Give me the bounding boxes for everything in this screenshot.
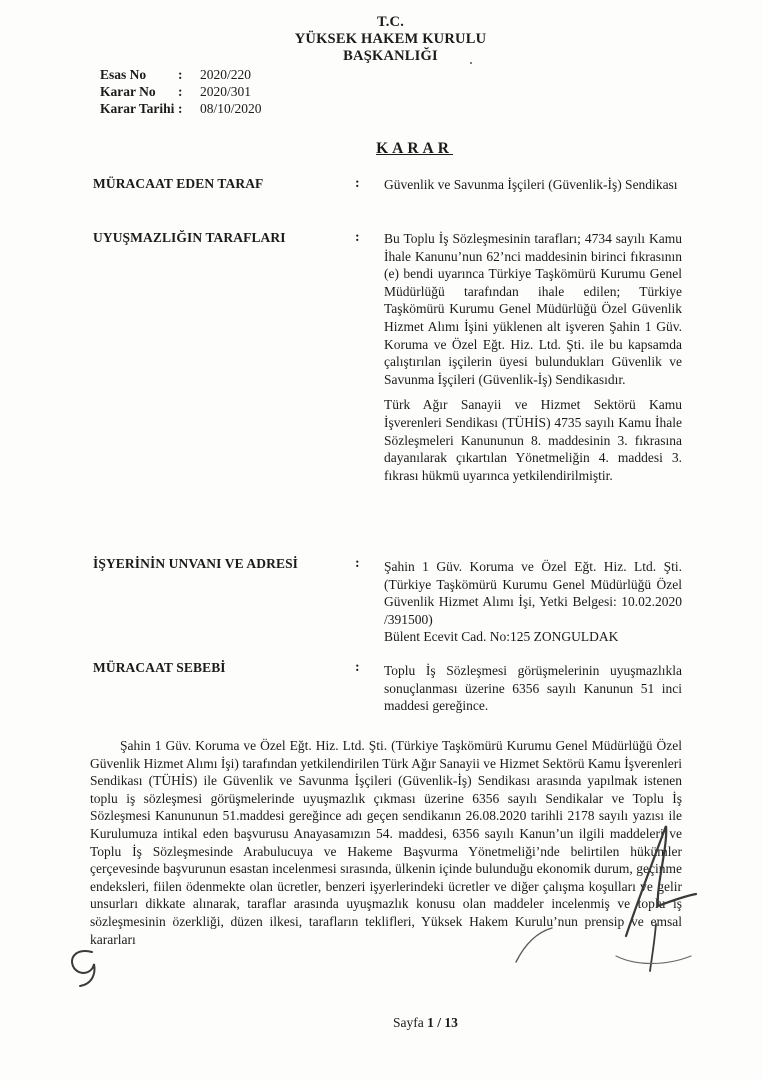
decision-title: KARAR bbox=[376, 140, 453, 157]
section-colon: : bbox=[355, 556, 360, 571]
section-workplace-text bbox=[384, 558, 682, 654]
section-applicant-text: Güvenlik ve Savunma İşçileri (Güvenlik-İş) Sendikası bbox=[384, 177, 678, 192]
scan-speck bbox=[470, 62, 472, 64]
section-colon: : bbox=[355, 660, 360, 675]
body-paragraph: Şahin 1 Güv. Koruma ve Özel Eğt. Hiz. Ltd. Şti. (Türkiye Taşkömürü Kurumu Genel Müdürlüğü Özel Güvenlik Hizmet Alımı İşi) tarafından yetkilendirilen Türk Ağır Sanayii ve Hizmet Sektörü Kamu İşverenleri Sendikası (TÜHİS) ile Güvenlik ve Savunma İşçileri (Güvenlik-İş) Sendikası arasında yapılmak istenen toplu iş sözleşmesi görüşmelerinde uyuşmazlık çıkması üzerine 6356 sayılı Sendikalar ve Toplu İş Sözleşmesi Kanununun 51.maddesi gereğince adı geçen sendikanın 26.08.2020 tarihli 2178 sayılı yazısı ile Kurulumuza intikal eden başvurusu Anayasamızın 54. maddesi, 6356 sayılı Kanun’un ilgili maddeleri ve Toplu İş Sözleşmesinde Arabulucuya ve Hakeme Başvurma Yönetmeliği’nde belirtilen hükümler çerçevesinde başvurunun esastan incelenmesi sırasında, ülkenin içinde bulunduğu ekonomik durum, geçinme endeksleri, fiilen ödenmekte olan ücretler, benzeri işyerlerindeki ücretler ve diğer çalışma koşulları ve gelir unsurları dikkate alınarak, taraflar arasında uyuşmazlık konusu olan maddeler incelenmiş ve toplu iş sözleşmesinin özerkliği, düzen ilkesi, tarafların teklifleri, Yüksek Hakem Kurulu’nun prensip ve emsal kararları bbox=[90, 738, 682, 947]
section-reason-text: Toplu İş Sözleşmesi görüşmelerinin uyuşmazlıkla sonuçlanması üzerine 6356 sayılı Kanunun 51 inci maddesi gereğince. bbox=[384, 663, 682, 714]
section-colon: : bbox=[355, 176, 360, 191]
section-label-workplace: İŞYERİNİN UNVANI VE ADRESİ bbox=[93, 556, 299, 571]
meta-esas-no: Esas No : 2020/220 bbox=[100, 67, 252, 82]
handwritten-initial bbox=[62, 944, 106, 990]
parties-paragraph-1: Bu Toplu İş Sözleşmesinin tarafları; 4734 sayılı Kamu İhale Kanunu’nun 62’nci maddesinin birinci fıkrasının (e) bendi uyarınca Türkiye Taşkömürü Kurumu Genel Müdürlüğü tarafından ihale edilen; Türkiye Taşkömürü Kurumu Genel Müdürlüğü Özel Güvenlik Hizmet Alımı İşini yüklenen alt işveren Şahin 1 Güv. Koruma ve Özel Eğt. Hiz. Ltd. Şti. ile bu kapsamda çalıştırılan işçilerin üyesi bulundukları Güvenlik ve Savunma İşçileri (Güvenlik-İş) Sendikasıdır. bbox=[384, 231, 682, 387]
section-label-applicant: MÜRACAAT EDEN TARAF bbox=[93, 176, 264, 191]
stamp-scribble bbox=[508, 922, 558, 972]
signature-mark bbox=[596, 806, 706, 976]
workplace-name: Şahin 1 Güv. Koruma ve Özel Eğt. Hiz. Ltd. Şti. (Türkiye Taşkömürü Kurumu Genel Müdürlüğü Özel Güvenlik Hizmet Alımı İşi, Yetki Belgesi: 10.02.2020 /391500) bbox=[384, 559, 682, 627]
parties-paragraph-2: Türk Ağır Sanayii ve Hizmet Sektörü Kamu İşverenleri Sendikası (TÜHİS) 4735 sayılı Kamu İhale Sözleşmeleri Kanununun 8. maddesinin 3. fıkrasına dayanılarak çıkartılan Yönetmeliğin 4. maddesi 3. fıkrası hükmü uyarınca yetkilendirilmiştir. bbox=[384, 397, 682, 483]
page-footer bbox=[0, 1015, 763, 1031]
meta-karar-no: Karar No : 2020/301 bbox=[100, 84, 252, 99]
document-header bbox=[0, 14, 763, 65]
section-label-reason: MÜRACAAT SEBEBİ bbox=[93, 660, 226, 675]
meta-karar-tarihi: Karar Tarihi : 08/10/2020 bbox=[100, 101, 262, 116]
section-parties-text bbox=[384, 230, 682, 492]
case-metadata bbox=[100, 66, 262, 117]
section-colon: : bbox=[355, 230, 360, 245]
footer-page-label: Sayfa bbox=[393, 1015, 424, 1030]
header-presidency: BAŞKANLIĞI bbox=[343, 48, 438, 64]
decision-body bbox=[90, 737, 682, 948]
footer-page-number: 1 / 13 bbox=[427, 1015, 458, 1030]
header-institution: YÜKSEK HAKEM KURULU bbox=[294, 31, 487, 47]
workplace-address: Bülent Ecevit Cad. No:125 ZONGULDAK bbox=[384, 629, 619, 645]
header-tc: T.C. bbox=[376, 14, 405, 30]
section-label-parties: UYUŞMAZLIĞIN TARAFLARI bbox=[93, 230, 286, 245]
